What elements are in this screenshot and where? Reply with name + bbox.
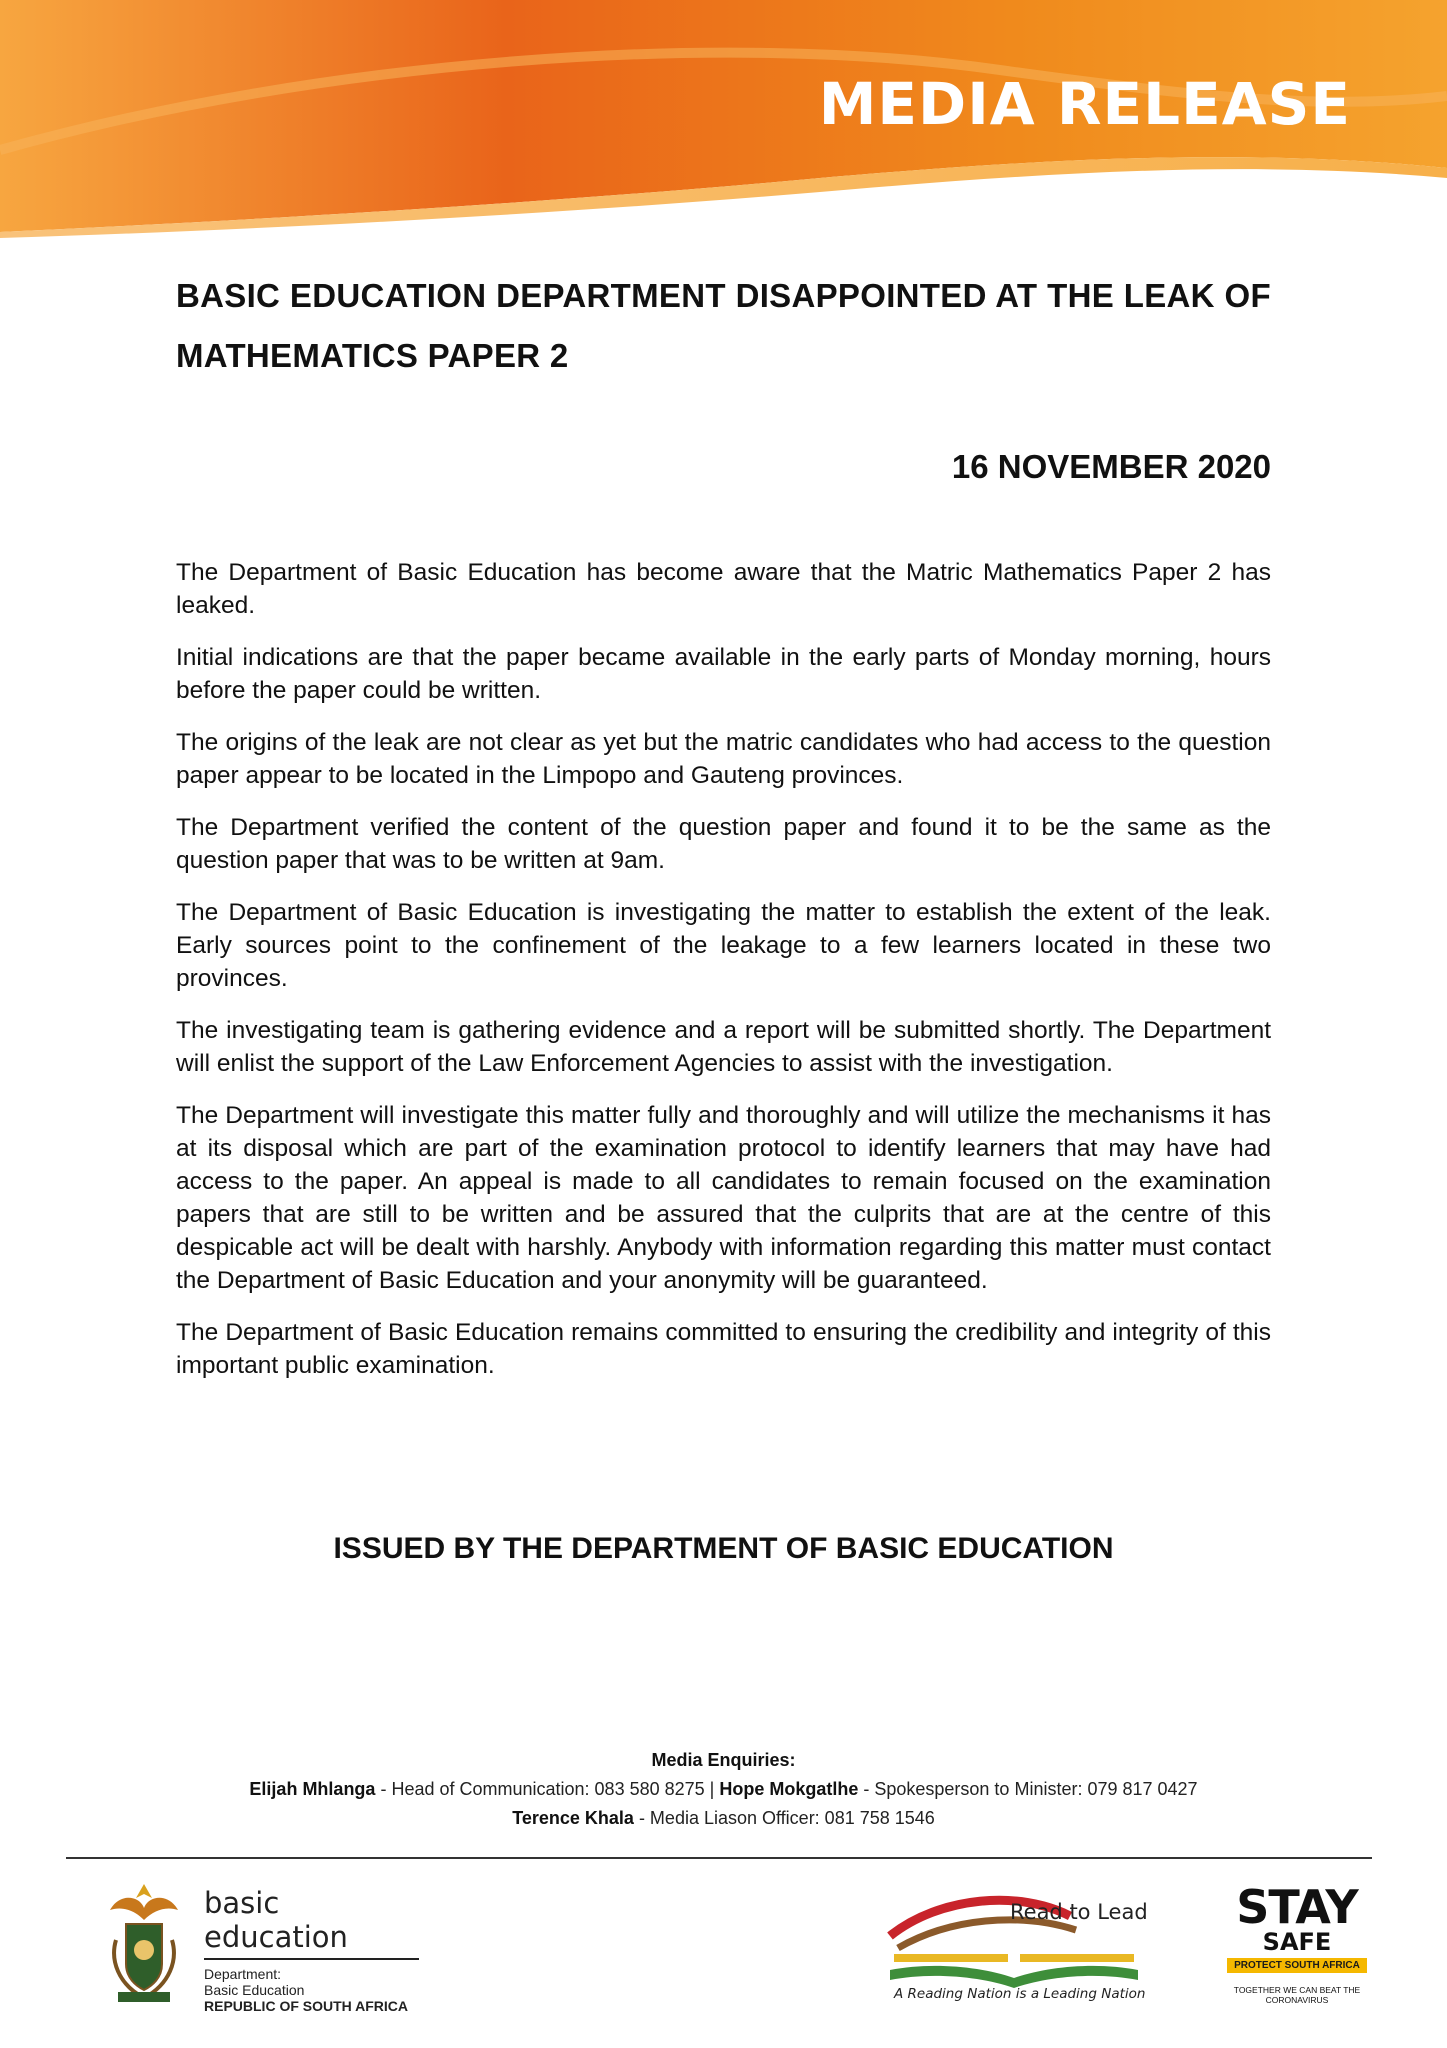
paragraph: The Department verified the content of the question paper and found it to be the same as the question paper that was to be written at 9am.	[176, 814, 1271, 874]
dbe-wordmark: basic education	[204, 1886, 419, 1960]
contact-name: Terence Khala	[512, 1808, 634, 1828]
protect-banner: PROTECT SOUTH AFRICA	[1227, 1958, 1367, 1973]
paragraph: The Department will investigate this matter fully and thoroughly and will utilize the mechanisms it has at its disposal which are part of the examination protocol to identify learners that may have had access to the paper. An appeal is made to all candidates to remain focused on the examination papers that are still to be written and be assured that the culprits that are at the centre of this despicable act will be dealt with harshly. Anybody with information regarding this matter must contact the Department of Basic Education and your anonymity will be guaranteed.	[176, 1102, 1271, 1294]
coat-of-arms-icon	[96, 1880, 192, 2008]
paragraph: The Department of Basic Education has become aware that the Matric Mathematics Paper 2 has leaked.	[176, 559, 1271, 619]
paragraph: The origins of the leak are not clear as yet but the matric candidates who had access to the question paper appear to be located in the Limpopo and Gauteng provinces.	[176, 729, 1271, 789]
stay-word: STAY	[1236, 1880, 1358, 1934]
headline: BASIC EDUCATION DEPARTMENT DISAPPOINTED AT THE LEAK OF MATHEMATICS PAPER 2	[176, 277, 1271, 374]
paragraph: The investigating team is gathering evidence and a report will be submitted shortly. The Department will enlist the support of the Law Enforcement Agencies to assist with the investigation.	[176, 1017, 1271, 1077]
together-tagline: TOGETHER WE CAN BEAT THE CORONAVIRUS	[1233, 1985, 1361, 2005]
media-release-title: MEDIA RELEASE	[818, 70, 1351, 138]
contact-role: - Spokesperson to Minister: 079 817 0427	[858, 1779, 1198, 1799]
safe-word: SAFE	[1262, 1928, 1332, 1956]
media-enquiries	[0, 1746, 1447, 1833]
enquiries-heading: Media Enquiries:	[651, 1750, 796, 1770]
read-to-lead-tagline: A Reading Nation is a Leading Nation	[894, 1986, 1146, 2002]
footer-divider	[66, 1857, 1372, 1859]
read-to-lead-title: Read to Lead	[1010, 1900, 1148, 1924]
contact-name: Hope Mokgatlhe	[719, 1779, 859, 1799]
paragraph: The Department of Basic Education remains committed to ensuring the credibility and integrity of this important public examination.	[176, 1319, 1271, 1379]
contact-role: - Media Liason Officer: 081 758 1546	[633, 1808, 935, 1828]
paragraph: Initial indications are that the paper became available in the early parts of Monday morning, hours before the paper could be written.	[176, 644, 1271, 704]
dbe-line: Department:	[204, 1966, 282, 1982]
issued-by: ISSUED BY THE DEPARTMENT OF BASIC EDUCATION	[333, 1532, 1114, 1565]
contact-role: - Head of Communication: 083 580 8275 |	[375, 1779, 720, 1799]
dbe-line: Basic Education	[204, 1982, 305, 1998]
stay-safe-logo	[1212, 1880, 1382, 2009]
paragraph: The Department of Basic Education is investigating the matter to establish the extent of the leak. Early sources point to the confinement of the leakage to a few learners located in these two provinces.	[176, 899, 1271, 992]
dbe-logo	[96, 1880, 436, 2014]
release-date: 16 NOVEMBER 2020	[951, 448, 1271, 485]
release-body	[176, 556, 1271, 1401]
dbe-country: REPUBLIC OF SOUTH AFRICA	[204, 1998, 409, 2014]
contact-name: Elijah Mhlanga	[249, 1779, 376, 1799]
read-to-lead-logo	[880, 1886, 1150, 2011]
